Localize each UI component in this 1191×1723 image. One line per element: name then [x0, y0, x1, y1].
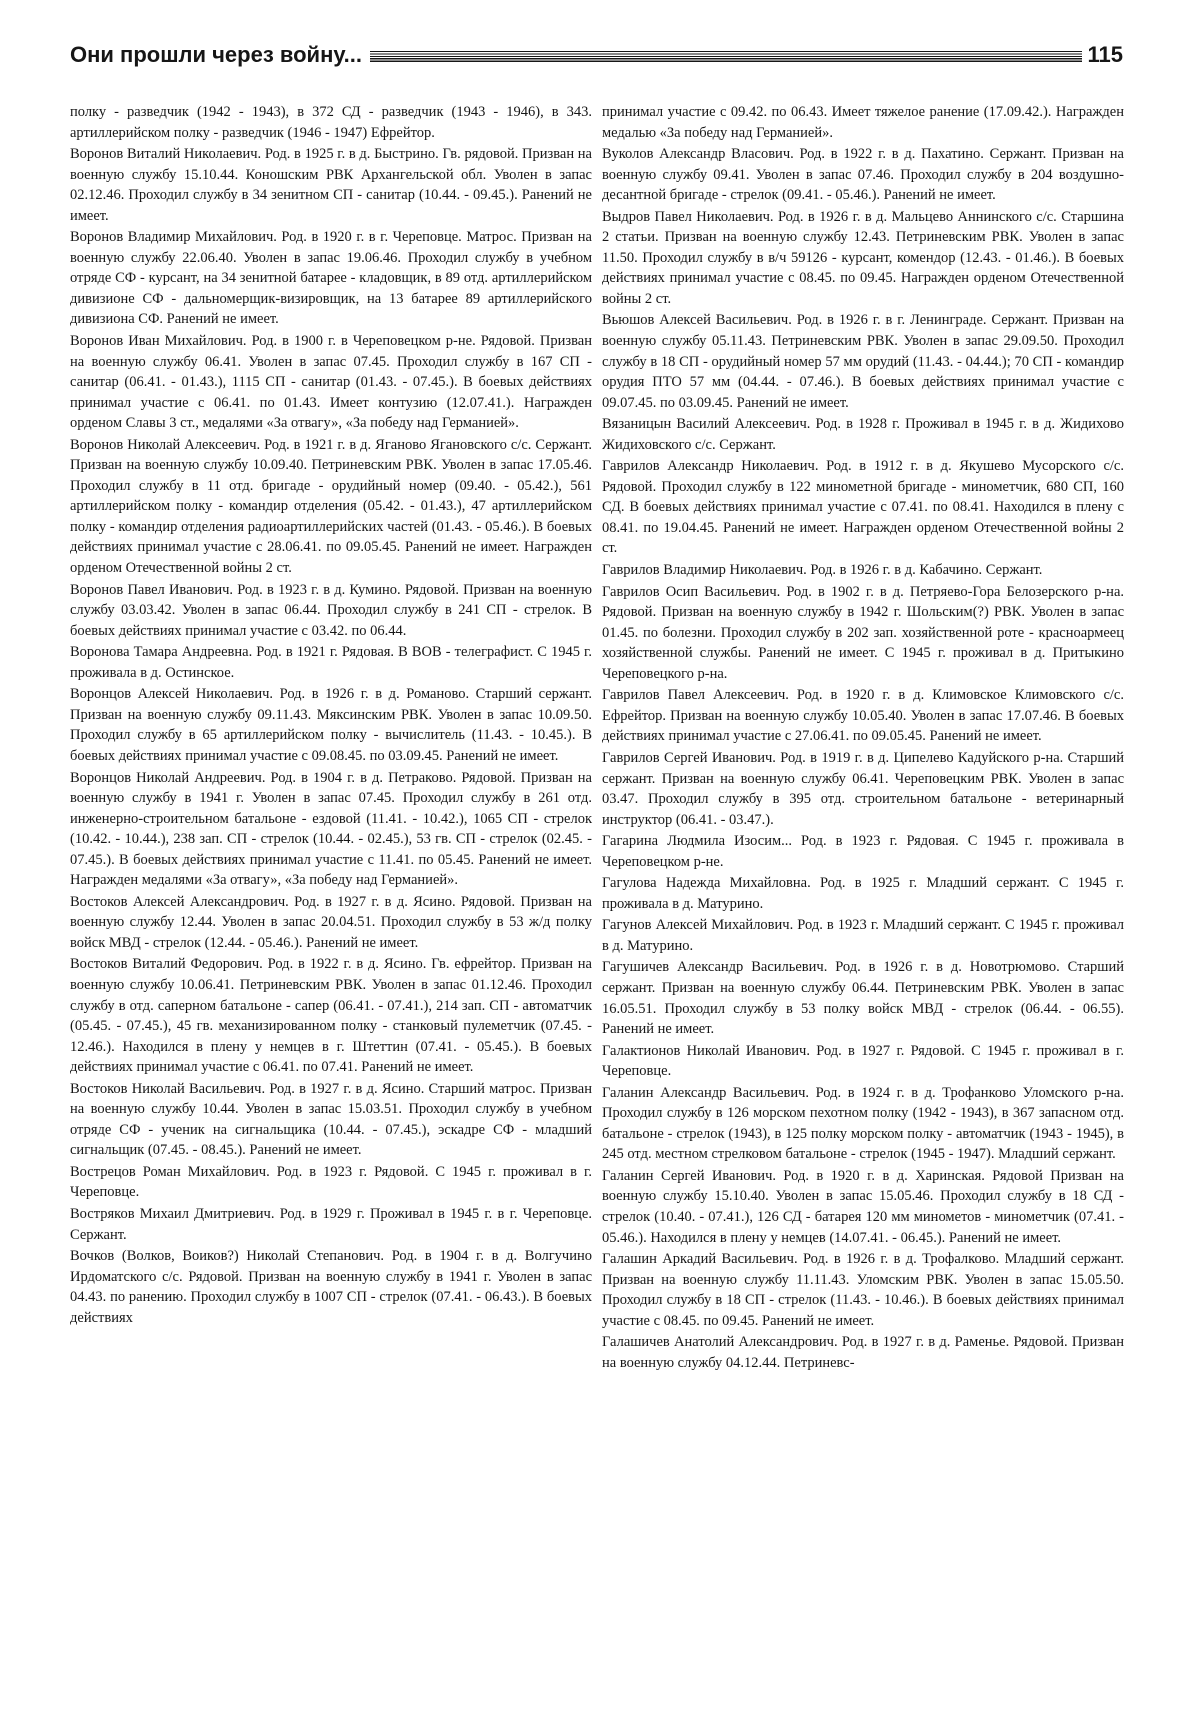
entry: Вочков (Волков, Воиков?) Николай Степанович. Род. в 1904 г. в д. Волгучино Ирдоматского с/с. Рядовой. Призван на военную службу в 1941 г. Уволен в запас 04.43. по ранению. Проходил службу в 1007 СП - стрелок (07.41. - 06.43.). В боевых действиях — [70, 1248, 592, 1326]
entry: Воронцов Николай Андреевич. Род. в 1904 г. в д. Петраково. Рядовой. Призван на военную службу в 1941 г. Уволен в запас 07.45. Проходил службу в 261 отд. инженерно-строительном батальоне - ездовой (11.41. - 10.42.), 1065 СП - стрелок (10.42. - 10.44.), 238 зап. СП - стрелок (10.44. - 02.45.), 53 гв. СП - стрелок (02.45. - 07.45.). В боевых действиях принимал участие с 11.41. по 05.45. Ранений не имеет. Награжден медалями «За отвагу», «За победу над Германией». — [70, 769, 592, 889]
left-column — [70, 102, 592, 1329]
entry: Гагулова Надежда Михайловна. Род. в 1925 г. Младший сержант. С 1945 г. проживала в д. Матурино. — [602, 875, 1124, 912]
entry: Гаврилов Владимир Николаевич. Род. в 1926 г. в д. Кабачино. Сержант. — [602, 562, 1043, 579]
entry: Галашин Аркадий Васильевич. Род. в 1926 г. в д. Трофалково. Младший сержант. Призван на военную службу 11.11.43. Уломским РВК. Уволен в запас 15.05.50. Проходил службу в 18 СП - стрелок (11.43. - 10.46.). В боевых действиях принимал участие с 08.45. по 09.45. Ранений не имеет. — [602, 1251, 1124, 1329]
entry: Востоков Алексей Александрович. Род. в 1927 г. в д. Ясино. Рядовой. Призван на военную службу 12.44. Уволен в запас 20.04.51. Проходил службу в 53 ж/д полку войск МВД - стрелок (12.44. - 05.46.). Ранений не имеет. — [70, 893, 592, 951]
entry: Востряков Михаил Дмитриевич. Род. в 1929 г. Проживал в 1945 г. в г. Череповце. Сержант. — [70, 1205, 592, 1243]
entry: Гаврилов Павел Алексеевич. Род. в 1920 г. в д. Климовское Климовского с/с. Ефрейтор. Призван на военную службу 10.05.40. Уволен в запас 17.07.46. В боевых действиях принимал участие с 27.06.41. по 09.05.45. Ранений не имеет. — [602, 687, 1124, 745]
entry: Гаврилов Осип Васильевич. Род. в 1902 г. в д. Петряево-Гора Белозерского р-на. Рядовой. Призван на военную службу в 1942 г. Шольским(?) РВК. Уволен в запас 01.45. по болезни. Проходил службу в 202 зап. хозяйственной роте - красноармеец хозяйственной службы. Ранений не имеет. С 1945 г. проживал в д. Притыкино Череповецкого р-на. — [602, 583, 1124, 682]
entry: Гаврилов Сергей Иванович. Род. в 1919 г. в д. Ципелево Кадуйского р-на. Старший сержант. Призван на военную службу 06.41. Череповецким РВК. Уволен в запас 03.47. Проходил службу в 395 отд. строительном батальоне - ветеринарный инструктор (06.41. - 03.47.). — [602, 749, 1124, 828]
entry: Галашичев Анатолий Александрович. Род. в 1927 г. в д. Раменье. Рядовой. Призван на военную службу 04.12.44. Петриневс- — [602, 1334, 1124, 1371]
entry: Галанин Александр Васильевич. Род. в 1924 г. в д. Трофанково Уломского р-на. Проходил службу в 126 морском пехотном полку (1942 - 1943), в 367 запасном отд. батальоне - стрелок (1943), в 125 полку морском полку - автоматчик (1943 - 1945), в 245 отд. местном стрелковом батальоне - стрелок (1945 - 1947). Младший сержант. — [602, 1084, 1124, 1163]
entry: Вострецов Роман Михайлович. Род. в 1923 г. Рядовой. С 1945 г. проживал в г. Череповце. — [70, 1163, 592, 1201]
entry: принимал участие с 09.42. по 06.43. Имеет тяжелое ранение (17.09.42.). Награжден медалью «За победу над Германией». — [602, 104, 1124, 141]
right-column — [602, 102, 1124, 1374]
entry: Гагарина Людмила Изосим... Род. в 1923 г. Рядовая. С 1945 г. проживала в Череповецком р-не. — [602, 833, 1124, 870]
entry: Вуколов Александр Власович. Род. в 1922 г. в д. Пахатино. Сержант. Призван на военную службу 09.41. Уволен в запас 07.46. Проходил службу в 204 воздушно-десантной бригаде - стрелок (09.41. - 05.46.). Ранений не имеет. — [602, 146, 1124, 204]
entry: Воронцов Алексей Николаевич. Род. в 1926 г. в д. Романово. Старший сержант. Призван на военную службу 09.11.43. Мяксинским РВК. Уволен в запас 10.09.50. Проходил службу в 65 артиллерийском полку - вычислитель (11.43. - 10.45.). В боевых действиях принимал участие с 09.08.45. по 03.09.45. Ранений не имеет. — [70, 686, 592, 764]
running-header — [70, 36, 1123, 74]
running-title: Они прошли через войну... — [70, 42, 363, 67]
entry: Воронов Виталий Николаевич. Род. в 1925 г. в д. Быстрино. Гв. рядовой. Призван на военную службу 15.10.44. Коношским РВК Архангельской обл. Уволен в запас 02.12.46. Проходил службу в 34 зенитном СП - санитар (10.44. - 09.45.). Ранений не имеет. — [70, 146, 592, 224]
entry: Вьюшов Алексей Васильевич. Род. в 1926 г. в г. Ленинграде. Сержант. Призван на военную службу 05.11.43. Петриневским РВК. Уволен в запас 29.09.50. Проходил службу в 18 СП - орудийный номер 57 мм орудий (11.43. - 04.44.); 70 СП - командир орудия ПТО 57 мм (04.44. - 07.46.). В боевых действиях принимал участие с 09.07.45. по 03.09.45. Ранений не имеет. — [602, 312, 1124, 411]
page-number: 115 — [1087, 42, 1123, 67]
header-rule — [370, 51, 1081, 62]
entry: Воронов Николай Алексеевич. Род. в 1921 г. в д. Яганово Ягановского с/с. Сержант. Призван на военную службу 10.09.40. Петриневским РВК. Уволен в запас 17.05.46. Проходил службу в 11 отд. бригаде - орудийный номер (09.40. - 05.42.), 561 артиллерийском полку - командир отделения (05.42. - 01.43.), 47 артиллерийском полку - командир отделения радиоартиллерийских частей (01.43. - 05.46.). В боевых действиях принимал участие с 28.06.41. по 09.05.45. Ранений не имеет. Награжден орденом Отечественной войны 2 ст. — [70, 436, 592, 577]
entry: Востоков Виталий Федорович. Род. в 1922 г. в д. Ясино. Гв. ефрейтор. Призван на военную службу 10.06.41. Петриневским РВК. Уволен в запас 01.12.46. Проходил службу в отд. саперном батальоне - сапер (06.41. - 07.41.), 214 зап. СП - автоматчик (05.45. - 07.45.), 45 гв. механизированном полку - станковый пулеметчик (07.45. - 12.46.). Находился в плену у немцев в г. Штеттин (07.41. - 05.45.). В боевых действиях принимал участие с 06.41. по 07.41. Ранений не имеет. — [70, 956, 592, 1076]
entry: Выдров Павел Николаевич. Род. в 1926 г. в д. Мальцево Аннинского с/с. Старшина 2 статьи. Призван на военную службу 12.43. Петриневским РВК. Уволен в запас 11.50. Проходил службу в в/ч 59126 - курсант, комендор (12.43. - 01.46.). В боевых действиях принимал участие с 08.45. по 09.45. Награжден орденом Отечественной войны 2 ст. — [602, 208, 1124, 307]
entry: Гагушичев Александр Васильевич. Род. в 1926 г. в д. Новотрюмово. Старший сержант. Призван на военную службу 06.44. Петриневским РВК. Уволен в запас 16.05.51. Проходил службу в 53 полку войск МВД - стрелок (06.44. - 06.55). Ранений не имеет. — [602, 959, 1124, 1038]
entry: Гагунов Алексей Михайлович. Род. в 1923 г. Младший сержант. С 1945 г. проживал в д. Матурино. — [602, 917, 1124, 954]
entry: полку - разведчик (1942 - 1943), в 372 СД - разведчик (1943 - 1946), в 343. артиллерийском полку - разведчик (1946 - 1947) Ефрейтор. — [70, 104, 592, 141]
entry: Воронов Павел Иванович. Род. в 1923 г. в д. Кумино. Рядовой. Призван на военную службу 03.03.42. Уволен в запас 06.44. Проходил службу в 241 СП - стрелок. В боевых действиях принимал участие с 03.42. по 06.44. — [70, 581, 592, 639]
entry: Вязаницын Василий Алексеевич. Род. в 1928 г. Проживал в 1945 г. в д. Жидихово Жидиховского с/с. Сержант. — [602, 416, 1124, 453]
entry: Галактионов Николай Иванович. Род. в 1927 г. Рядовой. С 1945 г. проживал в г. Череповце. — [602, 1042, 1124, 1080]
entry: Галанин Сергей Иванович. Род. в 1920 г. в д. Харинская. Рядовой Призван на военную службу 15.10.40. Уволен в запас 15.05.46. Проходил службу в 18 СД - стрелок (10.40. - 07.41.), 126 СД - батарея 120 мм минометов - минометчик (07.41. - 05.46.). Находился в плену у немцев (14.07.41. - 06.45.). Ранений не имеет. — [602, 1167, 1124, 1246]
entry: Воронова Тамара Андреевна. Род. в 1921 г. Рядовая. В ВОВ - телеграфист. С 1945 г. проживала в д. Остинское. — [70, 644, 592, 681]
entry: Гаврилов Александр Николаевич. Род. в 1912 г. в д. Якушево Мусорского с/с. Рядовой. Проходил службу в 122 минометной бригаде - минометчик, 680 СП, 160 СД. В боевых действиях принимал участие с 07.41. по 08.41. Находился в плену с 08.41. по 19.04.45. Ранений не имеет. Награжден орденом Отечественной войны 2 ст. — [602, 458, 1124, 557]
entry: Воронов Владимир Михайлович. Род. в 1920 г. в г. Череповце. Матрос. Призван на военную службу 22.06.40. Уволен в запас 19.06.46. Проходил службу в учебном отряде СФ - курсант, на 34 зенитной батарее - кладовщик, в 89 отд. артиллерийском дивизионе СФ - дальномерщик-визировщик, на 13 батарее 89 артиллерийского дивизиона СФ. Ранений не имеет. — [70, 229, 592, 328]
entry: Воронов Иван Михайлович. Род. в 1900 г. в Череповецком р-не. Рядовой. Призван на военную службу 06.41. Уволен в запас 07.45. Проходил службу в 167 СП - санитар (06.41. - 01.43.), 1115 СП - санитар (01.43. - 07.45.). В боевых действиях принимал участие с 06.41. по 01.43. Имеет контузию (12.07.41.). Награжден орденом Славы 3 ст., медалями «За отвагу», «За победу над Германией». — [70, 333, 592, 432]
entry: Востоков Николай Васильевич. Род. в 1927 г. в д. Ясино. Старший матрос. Призван на военную службу 10.44. Уволен в запас 15.03.51. Проходил службу в учебном отряде СФ - ученик на сигнальщика (10.44. - 07.45.), эскадре СФ - младший сигнальщик (07.45. - 08.45.). Ранений не имеет. — [70, 1080, 592, 1159]
